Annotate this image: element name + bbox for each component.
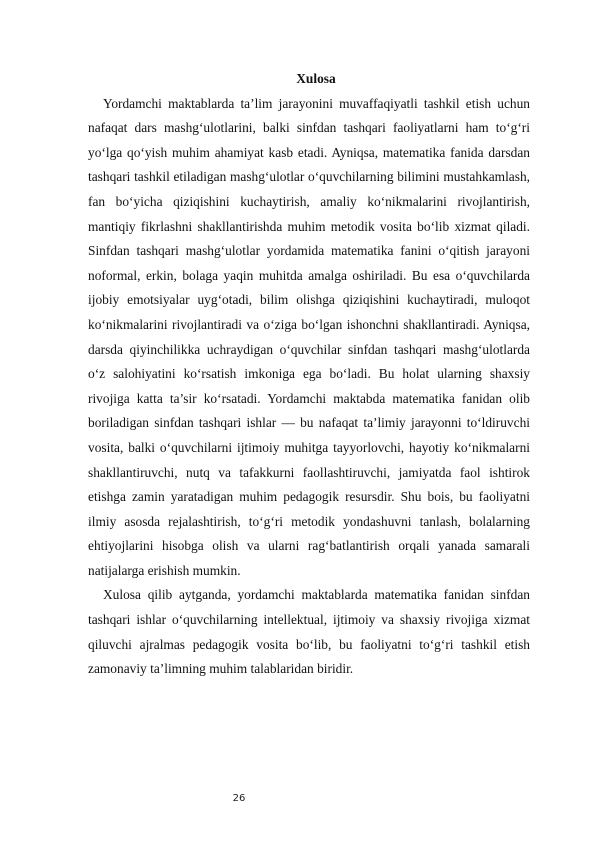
page-number: 26 bbox=[232, 793, 246, 804]
conclusion-paragraph: Xulosa qilib aytganda, yordamchi maktablarda matematika fanidan sinfdan tashqari ishlar o‘quvchilarning intellektual, ijtimoiy va shaxsiy rivojiga xizmat qiluvchi ajralmas pedagogik vosita bo‘lib, bu faoliyatni to‘g‘ri tashkil etish zamonaviy ta’limning muhim talablaridan biridir. bbox=[88, 587, 530, 677]
section-title: Xulosa bbox=[296, 71, 336, 86]
document-page bbox=[88, 66, 530, 682]
body-paragraph: Yordamchi maktablarda ta’lim jarayonini muvaffaqiyatli tashkil etish uchun nafaqat dars mashg‘ulotlarini, balki sinfdan tashqari faoliyatlarni ham to‘g‘ri yo‘lga qo‘yish muhim ahamiyat kasb etadi. Ayniqsa, matematika fanida darsdan tashqari tashkil etiladigan mashg‘ulotlar o‘quvchilarning bilimini mustahkamlash, fan bo‘yicha qiziqishini kuchaytirish, amaliy ko‘nikmalarini rivojlantirish, mantiqiy fikrlashni shakllantirishda muhim metodik vosita bo‘lib xizmat qiladi. Sinfdan tashqari mashg‘ulotlar yordamida matematika fanini o‘qitish jarayoni noformal, erkin, bolaga yaqin muhitda amalga oshiriladi. Bu esa o‘quvchilarda ijobiy emotsiyalar uyg‘otadi, bilim olishga qiziqishini kuchaytiradi, muloqot ko‘nikmalarini rivojlantiradi va o‘ziga bo‘lgan ishonchni shakllantiradi. Ayniqsa, darsda qiyinchilikka uchraydigan o‘quvchilar sinfdan tashqari mashg‘ulotlarda o‘z salohiyatini ko‘rsatish imkoniga ega bo‘ladi. Bu holat ularning shaxsiy rivojiga katta ta’sir ko‘rsatadi. Yordamchi maktabda matematika fanidan olib boriladigan sinfdan tashqari ishlar — bu nafaqat ta’limiy jarayonni to‘ldiruvchi vosita, balki o‘quvchilarni ijtimoiy muhitga tayyorlovchi, hayotiy ko‘nikmalarni shakllantiruvchi, nutq va tafakkurni faollashtiruvchi, jamiyatda faol ishtirok etishga zamin yaratadigan muhim pedagogik resursdir. Shu bois, bu faoliyatni ilmiy asosda rejalashtirish, to‘g‘ri metodik yondashuvni tanlash, bolalarning ehtiyojlarini hisobga olish va ularni rag‘batlantirish orqali yanada samarali natijalarga erishish mumkin. bbox=[88, 95, 530, 578]
